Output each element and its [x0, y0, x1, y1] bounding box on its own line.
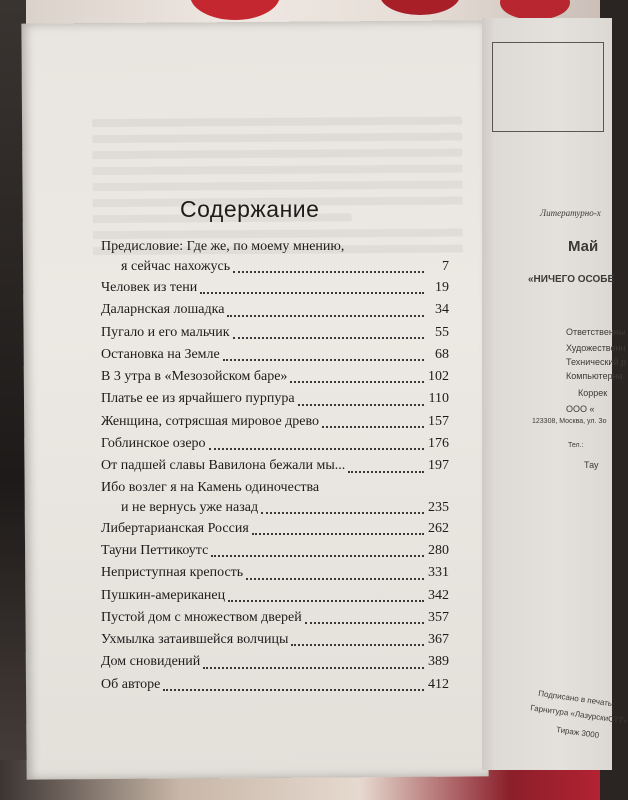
- toc-entry-title: Даларнская лошадка: [101, 302, 225, 318]
- toc-entry-page: 367: [428, 632, 449, 648]
- credit-line: Технический р: [566, 357, 626, 367]
- print-detail-line: Гарнитура «ЛазурскиСТТ»: [529, 703, 628, 726]
- toc-entry-title: Человек из тени: [101, 280, 198, 295]
- toc-entry-page: 68: [435, 346, 449, 362]
- copyright-notice-box: [492, 42, 604, 132]
- print-detail-line: Подписано в печать: [537, 688, 613, 709]
- toc-entry-page: 197: [428, 458, 449, 474]
- toc-entry-page: 357: [428, 609, 449, 625]
- toc-entry-title: Платье ее из ярчайшего пурпура: [101, 391, 295, 407]
- toc-entry-title-line1: Предисловие: Где же, по моему мнению,: [101, 239, 345, 254]
- address-fragment: 123308, Москва, ул. Зо: [532, 418, 607, 425]
- toc-entry: [101, 455, 449, 477]
- toc-entry-page: 235: [428, 499, 449, 515]
- toc-entry: [101, 411, 449, 433]
- dot-leader: [163, 688, 424, 691]
- toc-entry-page: 331: [428, 565, 449, 581]
- toc-entry-page: 412: [428, 676, 449, 692]
- toc-entry-page: 262: [428, 520, 449, 536]
- toc-entry-title: Либертарианская Россия: [101, 520, 249, 536]
- toc-entry-page: 55: [435, 324, 449, 340]
- toc-entry: [101, 344, 449, 366]
- toc-entry: [101, 478, 449, 518]
- dot-leader: [223, 358, 424, 361]
- toc-entry-page: 7: [442, 259, 449, 274]
- toc-entry-title: Женщина, сотрясшая мировое древо: [101, 413, 320, 429]
- credit-line: Компьютерна: [566, 371, 623, 381]
- toc-entry: [101, 607, 449, 629]
- author-name-fragment: Май: [568, 238, 599, 255]
- dot-leader: [233, 336, 424, 339]
- dot-leader: [261, 511, 424, 514]
- toc-entry: [101, 366, 449, 388]
- book-title-fragment: «НИЧЕГО ОСОБЕ: [528, 274, 615, 285]
- toc-entry-title-line1: Ибо возлег я на Камень одиночества: [101, 479, 320, 495]
- toc-entry-title-line2: я сейчас нахожусь: [121, 259, 231, 274]
- toc-entry: [101, 277, 449, 299]
- toc-entry: [101, 674, 449, 696]
- toc-entry: [101, 388, 449, 410]
- toc-entry-title: Об авторе: [101, 676, 161, 692]
- toc-title: Содержание: [180, 196, 320, 222]
- toc-entry-title: Пугало и его мальчик: [101, 324, 230, 340]
- toc-entry-title: Пушкин-американец: [101, 587, 226, 603]
- dot-leader: [305, 621, 424, 624]
- toc-entry-title: Остановка на Земле: [101, 346, 220, 362]
- toc-entry: [101, 237, 449, 277]
- toc-entry-title: Дом сновидений: [101, 654, 201, 670]
- dot-leader: [290, 380, 424, 383]
- toc-entry-title: Ухмылка затаившейся волчицы: [101, 632, 289, 648]
- toc-entry-title: От падшей славы Вавилона бежали мы...: [101, 458, 346, 474]
- genre-label: Литературно-х: [540, 208, 601, 218]
- credit-line: Художественн: [566, 343, 626, 353]
- dot-leader: [211, 554, 424, 557]
- phone-fragment: Тел.:: [568, 442, 584, 449]
- print-detail-line: Тираж 3000: [555, 725, 600, 740]
- dot-leader: [291, 643, 424, 646]
- publisher-fragment: ООО «: [566, 404, 595, 414]
- toc-entry-title-line2: и не вернусь уже назад: [121, 499, 259, 515]
- city-fragment: Тау: [584, 460, 599, 470]
- toc-entry-page: 19: [435, 280, 449, 295]
- toc-entry-title: Неприступная крепость: [101, 565, 244, 581]
- toc-entry-page: 280: [428, 542, 449, 558]
- toc-entry-title: Гоблинское озеро: [101, 436, 206, 452]
- dot-leader: [233, 270, 424, 273]
- toc-entry-page: 157: [428, 413, 449, 429]
- toc-entry-title: В 3 утра в «Мезозойском баре»: [101, 369, 288, 385]
- dot-leader: [246, 577, 424, 580]
- toc-entry: [101, 322, 449, 344]
- dot-leader: [252, 532, 424, 535]
- toc-entry: [101, 299, 449, 321]
- toc-entry-page: 176: [428, 436, 449, 452]
- dot-leader: [227, 314, 424, 317]
- toc-entry: [101, 651, 449, 673]
- toc-entry-title: Тауни Петтикоутс: [101, 542, 209, 558]
- dot-leader: [203, 666, 424, 669]
- credit-line: Ответственны: [566, 327, 626, 337]
- toc-entry-title: Пустой дом с множеством дверей: [101, 609, 302, 625]
- dot-leader: [228, 599, 424, 602]
- toc-entry-page: 342: [428, 587, 449, 603]
- dot-leader: [348, 470, 424, 473]
- dot-leader: [298, 403, 424, 406]
- dot-leader: [322, 425, 424, 428]
- toc-entry: [101, 540, 449, 562]
- toc-entry-page: 34: [435, 302, 449, 318]
- dot-leader: [200, 291, 424, 294]
- toc-entry: [101, 433, 449, 455]
- toc-entry-page: 389: [428, 654, 449, 670]
- dot-leader: [209, 447, 424, 450]
- toc-entry: [101, 518, 449, 540]
- show-through-text: [92, 79, 463, 256]
- toc-entry: [101, 629, 449, 651]
- credit-line: Коррек: [578, 388, 608, 398]
- toc-entry-page: 102: [428, 369, 449, 385]
- toc-entry: [101, 585, 449, 607]
- toc-entry: [101, 562, 449, 584]
- table-of-contents: [101, 237, 449, 696]
- toc-entry-page: 110: [428, 391, 449, 407]
